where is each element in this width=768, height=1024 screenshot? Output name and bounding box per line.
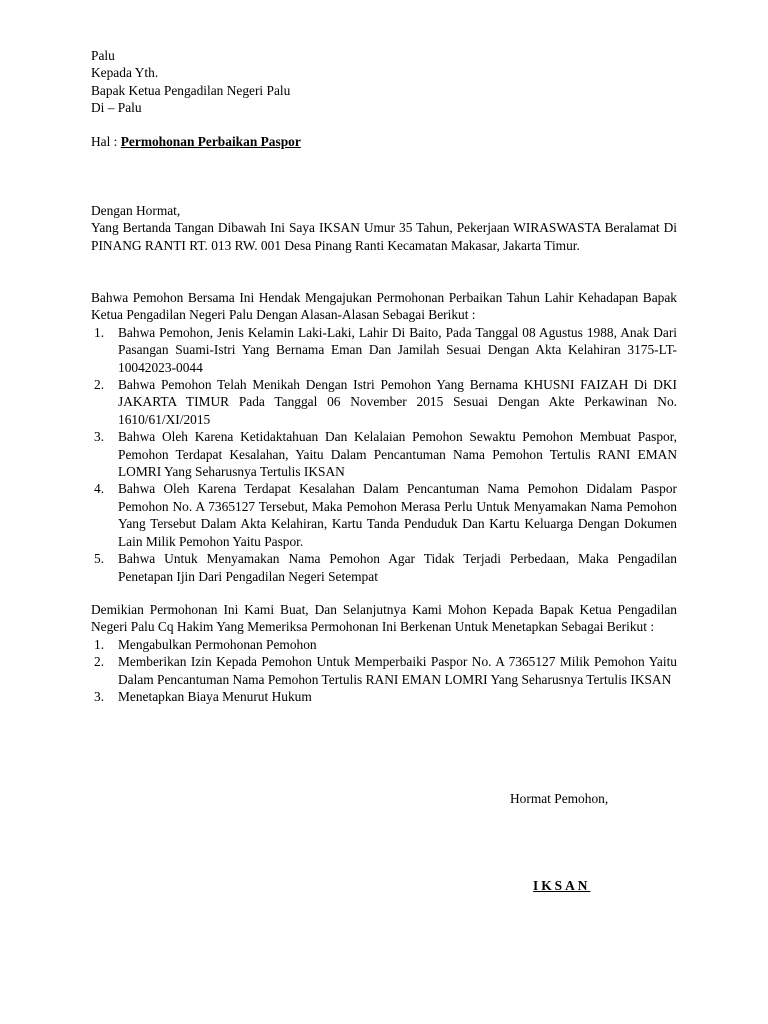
list-number: 4. (94, 481, 105, 497)
list-item-text: Mengabulkan Permohonan Pemohon (118, 636, 317, 652)
requests-section (91, 601, 677, 705)
reasons-list (91, 324, 677, 585)
list-item-text: Bahwa Untuk Menyamakan Nama Pemohon Agar Tidak Terjadi Perbedaan, Maka Pengadilan Penetapan Ijin Dari Pengadilan Negeri Setempat (118, 551, 677, 584)
list-item (91, 636, 677, 653)
list-number: 3. (94, 429, 105, 445)
subject-label: Hal : (91, 134, 121, 149)
list-item-text: Menetapkan Biaya Menurut Hukum (118, 689, 312, 705)
to-line: Kepada Yth. (91, 65, 159, 81)
list-item (91, 688, 677, 705)
subject-line (91, 133, 677, 150)
requests-intro: Demikian Permohonan Ini Kami Buat, Dan Selanjutnya Kami Mohon Kepada Bapak Ketua Pengadilan Negeri Palu Cq Hakim Yang Memeriksa Permohonan Ini Berkenan Untuk Menetapkan Sebagai Berikut : (91, 602, 677, 635)
subject-text: Permohonan Perbaikan Paspor (120, 134, 301, 149)
location-line: Di – Palu (91, 100, 142, 116)
list-number: 1. (94, 636, 105, 652)
list-item (91, 376, 677, 428)
intro-section (91, 202, 677, 254)
list-item (91, 428, 677, 480)
list-item (91, 550, 677, 585)
requests-list (91, 636, 677, 706)
list-number: 3. (94, 689, 105, 705)
list-item-text: Memberikan Izin Kepada Pemohon Untuk Memperbaiki Paspor No. A 7365127 Milik Pemohon Yaitu Dalam Pencantuman Nama Pemohon Tertulis RANI EMAN LOMRI Yang Seharusnya Tertulis IKSAN (118, 654, 677, 687)
list-item-text: Bahwa Oleh Karena Terdapat Kesalahan Dalam Pencantuman Nama Pemohon Didalam Paspor Pemohon No. A 7365127 Tersebut, Maka Pemohon Merasa Perlu Untuk Menyamakan Nama Pemohon Yang Tersebut Dalam Akta Kelahiran, Kartu Tanda Penduduk Dan Kartu Keluarga Dengan Dokumen Lain Milik Pemohon Yaitu Paspor. (118, 481, 677, 549)
address-block (91, 47, 677, 117)
closing-salutation: Hormat Pemohon, (510, 791, 609, 806)
reasons-section (91, 289, 677, 585)
list-item (91, 480, 677, 550)
list-item (91, 653, 677, 688)
list-item-text: Bahwa Oleh Karena Ketidaktahuan Dan Kelalaian Pemohon Sewaktu Pemohon Membuat Paspor, Pemohon Terdapat Kesalahan, Yaitu Dalam Pencantuman Nama Pemohon Tertulis RANI EMAN LOMRI Yang Seharusnya Tertulis IKSAN (118, 429, 677, 480)
list-number: 5. (94, 551, 105, 567)
list-number: 2. (94, 377, 105, 393)
signature-name: IKSAN (533, 878, 591, 893)
list-item-text: Bahwa Pemohon Telah Menikah Dengan Istri Pemohon Yang Bernama KHUSNI FAIZAH Di DKI JAKARTA TIMUR Pada Tanggal 06 November 2015 Sesuai Dengan Akte Perkawinan No. 1610/61/XI/2015 (118, 377, 677, 427)
greeting: Dengan Hormat, (91, 203, 181, 218)
recipient-line: Bapak Ketua Pengadilan Negeri Palu (91, 82, 291, 98)
list-number: 2. (94, 654, 105, 670)
list-number: 1. (94, 324, 105, 340)
city-line: Palu (91, 48, 115, 63)
reasons-intro: Bahwa Pemohon Bersama Ini Hendak Mengajukan Permohonan Perbaikan Tahun Lahir Kehadapan Bapak Ketua Pengadilan Negeri Palu Dengan Alasan-Alasan Sebagai Berikut : (91, 290, 677, 323)
list-item-text: Bahwa Pemohon, Jenis Kelamin Laki-Laki, Lahir Di Baito, Pada Tanggal 08 Agustus 1988, Anak Dari Pasangan Suami-Istri Yang Bernama Eman Dan Jamilah Sesuai Dengan Akta Kelahiran 3175-LT-10042023-0044 (118, 324, 677, 375)
identity-paragraph: Yang Bertanda Tangan Dibawah Ini Saya IKSAN Umur 35 Tahun, Pekerjaan WIRASWASTA Beralamat Di PINANG RANTI RT. 013 RW. 001 Desa Pinang Ranti Kecamatan Makasar, Jakarta Timur. (91, 220, 677, 253)
list-item (91, 324, 677, 376)
